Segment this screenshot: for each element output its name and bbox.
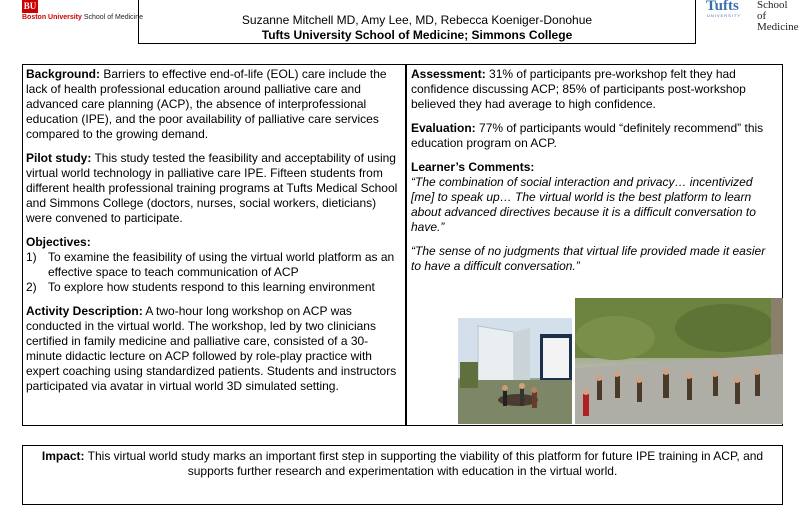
impact-box	[22, 445, 783, 505]
bu-logo-name: Boston University	[22, 14, 82, 21]
tufts-logo	[706, 0, 799, 33]
virtual-world-classroom-image	[458, 318, 572, 424]
background-section	[26, 67, 402, 142]
activity-section	[26, 304, 402, 394]
evaluation-heading: Evaluation:	[411, 121, 476, 135]
tufts-university-label: UNIVERSITY	[707, 13, 742, 18]
affiliation: Tufts University School of Medicine; Simmons College	[261, 28, 573, 42]
background-text: Barriers to effective end-of-life (EOL) care include the lack of health professional education around palliative care and advanced care planning (ACP), the absence of interprofessional education (IPE), and the poor availability of palliative care services compared to the growing demand.	[26, 67, 387, 141]
evaluation-section	[411, 121, 778, 151]
pilot-study-heading: Pilot study:	[26, 151, 92, 165]
classroom-scene	[458, 318, 572, 424]
objective-number: 1)	[26, 250, 37, 264]
comments-section	[411, 160, 778, 274]
assessment-text: 31% of participants pre-workshop felt they had confidence discussing ACP; 85% of participants post-workshop believed they had average to high confidence.	[411, 67, 746, 111]
poster-header	[138, 0, 696, 44]
activity-text: A two-hour long workshop on ACP was conducted in the virtual world. The workshop, led by two clinicians certified in family medicine and palliative care, consisted of a 30-minute didactic lecture on ACP followed by role-play practice with expert coaching using standardized patients. Students and instructors participated via avatar in virtual world 3D simulated setting.	[26, 304, 397, 393]
activity-heading: Activity Description:	[26, 304, 143, 318]
bu-logo-school: School of Medicine	[81, 14, 143, 21]
objectives-list	[26, 250, 402, 295]
left-panel	[22, 64, 406, 426]
objective-item	[26, 280, 402, 295]
tufts-wordmark: Tufts	[706, 0, 739, 14]
objective-item	[26, 250, 402, 280]
pilot-study-text: This study tested the feasibility and acceptability of using virtual world technology in palliative care IPE. Fifteen students from different health professional training programs at Tufts Medical School and Simmons College (doctors, nurses, social workers, dieticians) were convened to participate.	[26, 151, 398, 225]
learner-quote: “The combination of social interaction and privacy… incentivized [me] to speak up… The virtual world is the best platform to learn about advanced directives because it is a difficult conversation to have.”	[411, 175, 756, 234]
background-heading: Background:	[26, 67, 101, 81]
impact-text: This virtual world study marks an important first step in supporting the viability of this platform for future IPE training in ACP, and supports further research and experimentation with education in the virtual world.	[84, 449, 764, 478]
pilot-study-section	[26, 151, 402, 226]
impact-heading: Impact:	[41, 449, 85, 463]
boston-university-logo	[22, 0, 143, 24]
virtual-world-gathering-image	[575, 298, 783, 424]
bu-logo-text	[22, 14, 143, 21]
objectives-heading: Objectives:	[26, 235, 91, 249]
objective-text: To explore how students respond to this learning environment	[48, 280, 375, 294]
tufts-school-label	[757, 0, 799, 33]
tufts-school-line2: Medicine	[757, 21, 799, 33]
comments-heading: Learner’s Comments:	[411, 160, 535, 174]
bu-mark: BU	[23, 1, 37, 11]
learner-quote: “The sense of no judgments that virtual life provided made it easier to have a difficult conversation.”	[411, 244, 766, 273]
objective-number: 2)	[26, 280, 37, 294]
author-list: Suzanne Mitchell MD, Amy Lee, MD, Rebecca Koeniger-Donohue	[241, 13, 593, 27]
assessment-section	[411, 67, 778, 112]
evaluation-text: 77% of participants would “definitely recommend” this education program on ACP.	[411, 121, 764, 150]
assessment-heading: Assessment:	[411, 67, 486, 81]
objectives-section	[26, 235, 402, 295]
tufts-school-line1: School of	[757, 0, 788, 22]
gathering-scene	[575, 298, 783, 424]
objective-text: To examine the feasibility of using the virtual world platform as an effective space to teach communication of ACP	[48, 250, 395, 279]
